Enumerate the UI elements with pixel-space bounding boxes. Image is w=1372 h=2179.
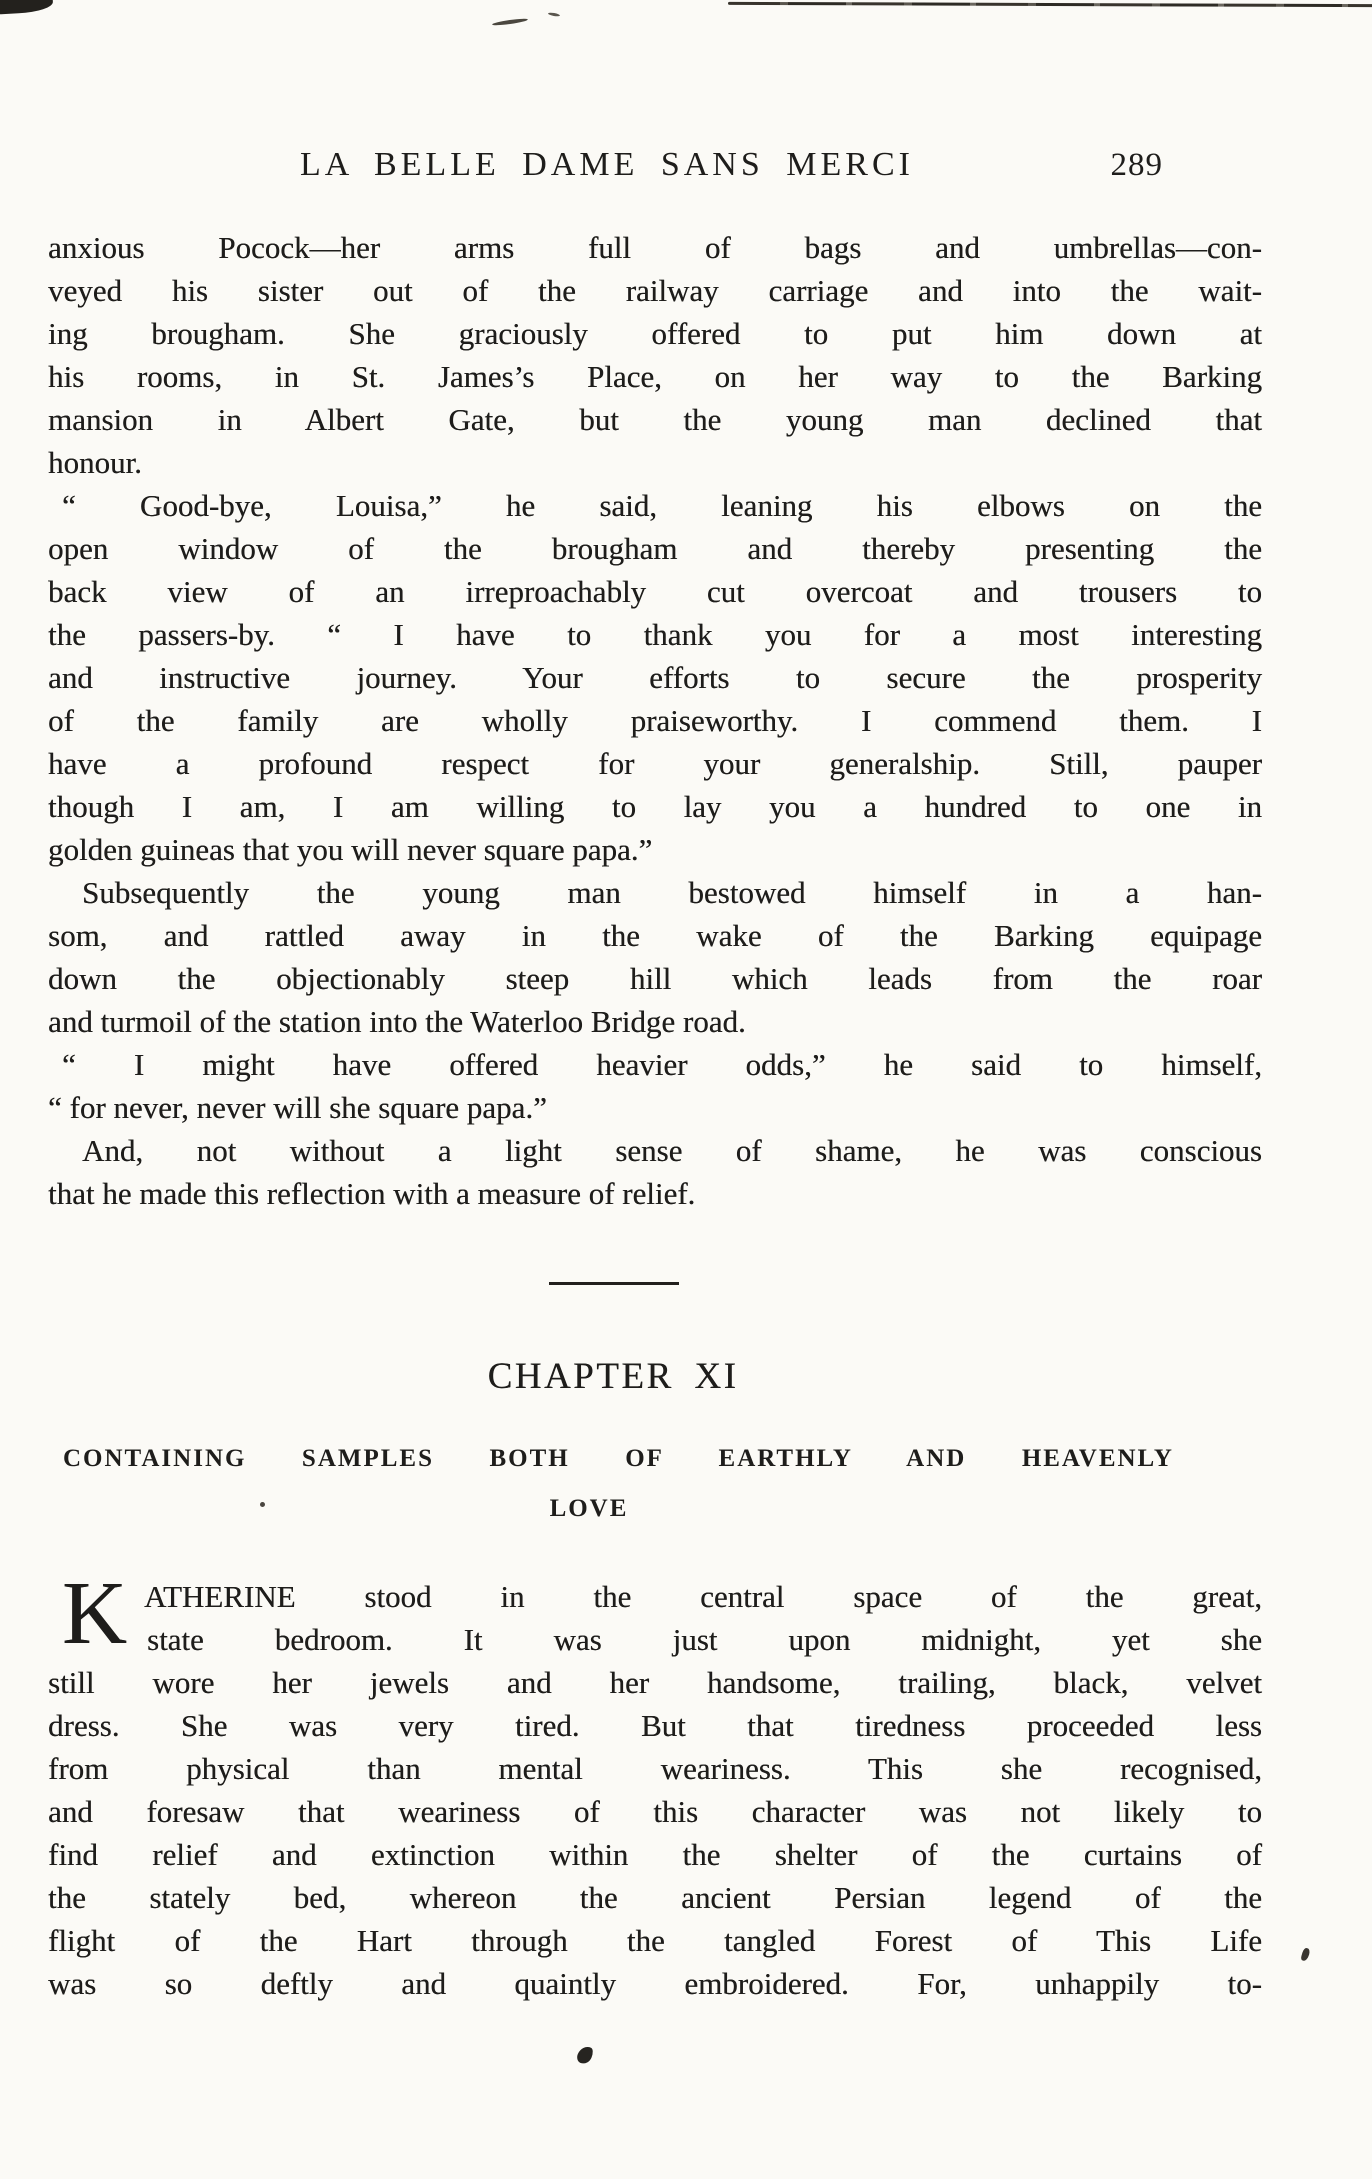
text-line: and foresaw that weariness of this character was not likely to	[48, 1794, 1262, 1829]
chapter-subtitle-line-2: LOVE	[549, 1495, 629, 1522]
ink-mark-artifact	[575, 2044, 595, 2066]
text-line: the passers-by. “ I have to thank you for a most interesting	[48, 617, 1262, 652]
text-line: back view of an irreproachably cut overcoat and trousers to	[48, 574, 1262, 609]
text-line: state bedroom. It was just upon midnight, yet she	[147, 1622, 1262, 1657]
text-line: was so deftly and quaintly embroidered. For, unhappily to-	[48, 1966, 1262, 2001]
margin-speck-artifact	[1300, 1947, 1310, 1961]
scan-edge-artifact	[728, 2, 1372, 7]
text-line: Subsequently the young man bestowed himself in a han-	[82, 875, 1262, 910]
text-line: dress. She was very tired. But that tiredness proceeded less	[48, 1708, 1262, 1743]
running-header	[48, 146, 1262, 192]
text-line: and instructive journey. Your efforts to secure the prosperity	[48, 660, 1262, 695]
text-line: open window of the brougham and thereby presenting the	[48, 531, 1262, 566]
text-line: and turmoil of the station into the Waterloo Bridge road.	[48, 1004, 746, 1039]
chapter-subtitle	[48, 1444, 1262, 1524]
text-line: that he made this reflection with a measure of relief.	[48, 1176, 696, 1211]
scan-speck-artifact	[548, 12, 560, 17]
section-divider-rule	[549, 1282, 679, 1285]
text-line: veyed his sister out of the railway carriage and into the wait-	[48, 273, 1262, 308]
text-line: som, and rattled away in the wake of the Barking equipage	[48, 918, 1262, 953]
text-line: still wore her jewels and her handsome, trailing, black, velvet	[48, 1665, 1262, 1700]
text-line: And, not without a light sense of shame, he was conscious	[82, 1133, 1262, 1168]
text-line: flight of the Hart through the tangled Forest of This Life	[48, 1923, 1262, 1958]
text-line: his rooms, in St. James’s Place, on her way to the Barking	[48, 359, 1262, 394]
body-text	[48, 226, 1262, 1215]
scan-speck-artifact	[492, 18, 528, 27]
opening-paragraph-lines	[48, 1575, 1262, 2005]
page-number: 289	[1110, 147, 1163, 183]
text-line: golden guineas that you will never square papa.”	[48, 832, 653, 867]
text-line: ing brougham. She graciously offered to put him down at	[48, 316, 1262, 351]
text-line: “ for never, never will she square papa.”	[48, 1090, 547, 1125]
text-line: honour.	[48, 445, 142, 480]
chapter-heading: CHAPTER XI	[487, 1356, 739, 1397]
text-line: “ I might have offered heavier odds,” he said to himself,	[62, 1047, 1262, 1082]
chapter-subtitle-line-1: CONTAINING SAMPLES BOTH OF EARTHLY AND HEAVENLY	[63, 1445, 1174, 1472]
scan-corner-artifact	[0, 0, 53, 15]
text-line: mansion in Albert Gate, but the young man declined that	[48, 402, 1262, 437]
text-line: ATHERINE stood in the central space of the great,	[144, 1579, 1262, 1614]
text-line: down the objectionably steep hill which leads from the roar	[48, 961, 1262, 996]
text-line: have a profound respect for your generalship. Still, pauper	[48, 746, 1262, 781]
running-header-title: LA BELLE DAME SANS MERCI	[300, 146, 914, 183]
text-line: find relief and extinction within the shelter of the curtains of	[48, 1837, 1262, 1872]
text-line: from physical than mental weariness. This she recognised,	[48, 1751, 1262, 1786]
text-line: of the family are wholly praiseworthy. I commend them. I	[48, 703, 1262, 738]
text-line: anxious Pocock—her arms full of bags and umbrellas—con-	[48, 230, 1262, 265]
text-line: “ Good-bye, Louisa,” he said, leaning his elbows on the	[62, 488, 1262, 523]
text-line: the stately bed, whereon the ancient Persian legend of the	[48, 1880, 1262, 1915]
drop-cap: K	[62, 1564, 127, 1663]
opening-paragraph	[48, 1564, 1262, 2005]
text-line: though I am, I am willing to lay you a hundred to one in	[48, 789, 1262, 824]
